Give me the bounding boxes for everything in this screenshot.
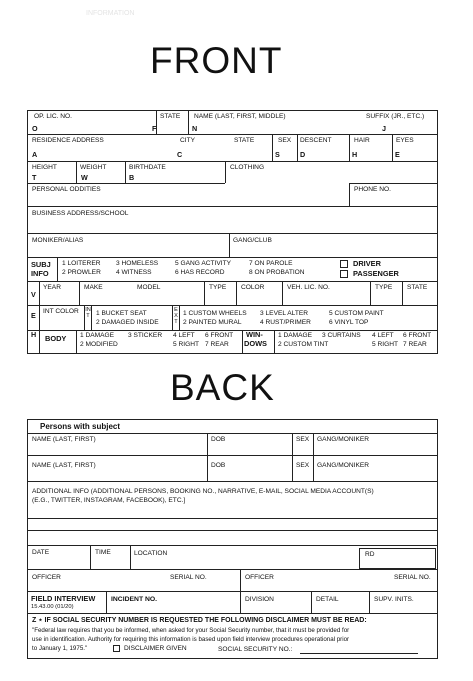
disclaimer-line-3: to January 1, 1975.": [32, 645, 88, 652]
person1-sex-label: SEX: [296, 436, 310, 443]
weight-label: WEIGHT: [80, 164, 107, 171]
phone-label: PHONE NO.: [354, 186, 392, 193]
code-j: J: [382, 124, 386, 133]
height-label: HEIGHT: [32, 164, 57, 171]
win-right: 5 RIGHT: [372, 341, 399, 348]
detail-label: DETAIL: [316, 596, 339, 603]
cat-on-parole: 7 ON PAROLE: [249, 260, 293, 267]
time-label: TIME: [95, 549, 111, 556]
officer1-label: OFFICER: [32, 574, 61, 581]
sex-label: SEX: [278, 137, 292, 144]
cat-on-probation: 8 ON PROBATION: [249, 269, 305, 276]
code-b: B: [129, 173, 135, 182]
ext-custom-paint: 5 CUSTOM PAINT: [329, 310, 384, 317]
disclaimer-title: Z ⋆ IF SOCIAL SECURITY NUMBER IS REQUESTED THE FOLLOWING DISCLAIMER MUST BE READ:: [32, 617, 367, 624]
person2-gang-label: GANG/MONIKER: [317, 462, 370, 469]
supv-inits-label: SUPV. INITS.: [374, 596, 414, 603]
code-e-vehicle: E: [31, 311, 36, 320]
rd-label: RD: [365, 551, 375, 558]
code-t: T: [32, 173, 37, 182]
body-left: 4 LEFT: [173, 332, 195, 339]
code-c: C: [177, 150, 183, 159]
year-label: YEAR: [43, 284, 61, 291]
front-title: FRONT: [150, 40, 283, 81]
city-label: CITY: [180, 137, 196, 144]
veh-lic-label: VEH. LIC. NO.: [287, 284, 330, 291]
field-interview-title: FIELD INTERVIEW: [31, 594, 96, 603]
location-label: LOCATION: [134, 550, 168, 557]
disclaimer-given-checkbox[interactable]: [113, 645, 120, 652]
windows-label-1: WIN-: [246, 330, 263, 339]
int-bucket-seat: 1 BUCKET SEAT: [96, 310, 147, 317]
win-curtains: 3 CURTAINS: [322, 332, 361, 339]
op-lic-label: OP. LIC. NO.: [34, 113, 72, 120]
int-label: INT: [85, 307, 91, 319]
win-left: 4 LEFT: [372, 332, 394, 339]
body-right: 5 RIGHT: [173, 341, 200, 348]
person1-dob-label: DOB: [211, 436, 226, 443]
lic-type-label: TYPE: [375, 284, 393, 291]
passenger-checkbox[interactable]: [340, 270, 348, 278]
cat-prowler: 2 PROWLER: [62, 269, 101, 276]
serial2-label: SERIAL NO.: [394, 574, 431, 581]
business-label: BUSINESS ADDRESS/SCHOOL: [32, 210, 129, 217]
code-v: V: [31, 290, 36, 299]
model-label: MODEL: [137, 284, 161, 291]
code-o: O: [32, 124, 38, 133]
hair-label: HAIR: [354, 137, 370, 144]
code-n: N: [192, 124, 198, 133]
cat-gang-activity: 5 GANG ACTIVITY: [175, 260, 232, 267]
lic-state-label: STATE: [407, 284, 428, 291]
moniker-label: MONIKER/ALIAS: [32, 237, 84, 244]
clothing-label: CLOTHING: [230, 164, 265, 171]
disclaimer-line-1: "Federal law requires that you be informed, when asked for your Social Security number, that it must be provided for: [32, 627, 350, 634]
code-h: H: [352, 150, 358, 159]
ext-custom-wheels: 1 CUSTOM WHEELS: [183, 310, 247, 317]
person2-dob-label: DOB: [211, 462, 226, 469]
additional-info-label-1: ADDITIONAL INFO (ADDITIONAL PERSONS, BOOKING NO., NARRATIVE, E-MAIL, SOCIAL MEDIA ACCOUNT(S): [32, 488, 374, 495]
state-label-2: STATE: [234, 137, 255, 144]
int-color-label: INT COLOR: [43, 308, 79, 315]
win-front: 6 FRONT: [403, 332, 432, 339]
state-label: STATE: [160, 113, 181, 120]
person2-name-label: NAME (LAST, FIRST): [32, 462, 96, 469]
person2-sex-label: SEX: [296, 462, 310, 469]
veh-type-label: TYPE: [209, 284, 227, 291]
birthdate-label: BIRTHDATE: [129, 164, 166, 171]
windows-label-2: DOWS: [244, 339, 267, 348]
disclaimer-line-2: use in identification. Authority for requiring this information is based upon field interview procedures operational prior: [32, 636, 350, 643]
persons-with-subject-title: Persons with subject: [40, 422, 121, 431]
ext-rust-primer: 4 RUST/PRIMER: [260, 319, 311, 326]
code-f: F: [152, 124, 157, 133]
passenger-label: PASSENGER: [353, 269, 399, 278]
body-modified: 2 MODIFIED: [80, 341, 118, 348]
code-a: A: [32, 150, 38, 159]
ssn-label: SOCIAL SECURITY NO.:: [218, 646, 293, 653]
color-label: COLOR: [241, 284, 265, 291]
code-d: D: [300, 150, 306, 159]
cat-homeless: 3 HOMELESS: [116, 260, 159, 267]
body-sticker: 3 STICKER: [128, 332, 163, 339]
code-s: S: [275, 150, 280, 159]
driver-checkbox[interactable]: [340, 260, 348, 268]
ext-vinyl-top: 6 VINYL TOP: [329, 319, 369, 326]
residence-label: RESIDENCE ADDRESS: [32, 137, 104, 144]
faint-header-text: INFORMATION: [86, 10, 135, 17]
body-rear: 7 REAR: [205, 341, 229, 348]
division-label: DIVISION: [245, 596, 274, 603]
body-front: 6 FRONT: [205, 332, 234, 339]
gang-club-label: GANG/CLUB: [233, 237, 272, 244]
person1-name-label: NAME (LAST, FIRST): [32, 436, 96, 443]
ssn-input-line[interactable]: [300, 653, 418, 654]
code-e: E: [395, 150, 400, 159]
eyes-label: EYES: [396, 137, 414, 144]
win-custom-tint: 2 CUSTOM TINT: [278, 341, 329, 348]
win-rear: 7 REAR: [403, 341, 427, 348]
form-number: 15.43.00 (01/20): [31, 604, 74, 610]
cat-witness: 4 WITNESS: [116, 269, 152, 276]
suffix-label: SUFFIX (JR., ETC.): [366, 113, 425, 120]
back-title: BACK: [170, 367, 275, 408]
incident-no-label: INCIDENT NO.: [111, 596, 158, 603]
code-h-vehicle: H: [31, 330, 37, 339]
descent-label: DESCENT: [300, 137, 332, 144]
oddities-label: PERSONAL ODDITIES: [32, 186, 101, 193]
body-label: BODY: [45, 334, 67, 343]
disclaimer-given-label: DISCLAIMER GIVEN: [124, 645, 187, 652]
code-w: W: [81, 173, 88, 182]
info-label: INFO: [31, 269, 49, 278]
driver-label: DRIVER: [353, 259, 381, 268]
name-label: NAME (LAST, FIRST, MIDDLE): [194, 113, 286, 120]
cat-has-record: 6 HAS RECORD: [175, 269, 225, 276]
win-damage: 1 DAMAGE: [278, 332, 313, 339]
ext-label: EXT: [174, 307, 178, 325]
ext-level-alter: 3 LEVEL ALTER: [260, 310, 309, 317]
ext-painted-mural: 2 PAINTED MURAL: [183, 319, 242, 326]
officer2-label: OFFICER: [245, 574, 274, 581]
serial1-label: SERIAL NO.: [170, 574, 207, 581]
body-damage: 1 DAMAGE: [80, 332, 115, 339]
subj-label: SUBJ: [31, 260, 51, 269]
person1-gang-label: GANG/MONIKER: [317, 436, 370, 443]
cat-loiterer: 1 LOITERER: [62, 260, 101, 267]
date-label: DATE: [32, 549, 50, 556]
additional-info-label-2: (E.G., TWITTER, INSTAGRAM, FACEBOOK), ETC.]: [32, 497, 186, 504]
make-label: MAKE: [84, 284, 103, 291]
int-damaged-inside: 2 DAMAGED INSIDE: [96, 319, 159, 326]
